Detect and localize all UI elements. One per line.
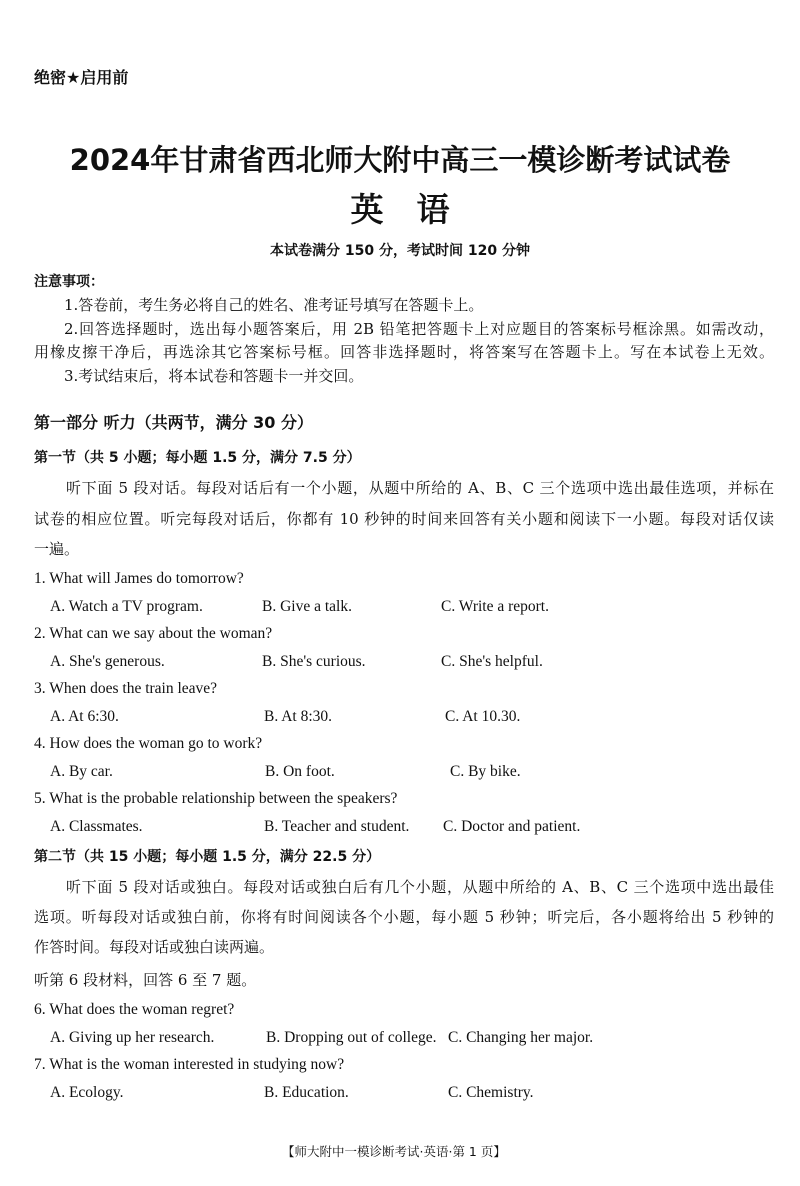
- exam-title: 2024年甘肃省西北师大附中高三一模诊断考试试卷: [69, 143, 731, 177]
- option-a: A. Classmates.: [50, 818, 143, 835]
- confidential-label: 绝密★启用前: [34, 68, 129, 87]
- option-c: C. Changing her major.: [448, 1029, 594, 1046]
- option-c: C. Chemistry.: [448, 1084, 534, 1101]
- option-a: A. Giving up her research.: [50, 1029, 215, 1046]
- option-b: B. At 8:30.: [264, 708, 333, 725]
- question: 4. How does the woman go to work?: [34, 735, 263, 752]
- question: 1. What will James do tomorrow?: [34, 570, 244, 587]
- question: 3. When does the train leave?: [34, 680, 218, 697]
- part1-heading: 第一部分 听力（共两节，满分 30 分）: [34, 413, 313, 432]
- notice-item: 用橡皮擦干净后，再选涂其它答案标号框。回答非选择题时，将答案写在答题卡上。写在本试卷上无效。: [34, 343, 774, 361]
- material-note: 听第 6 段材料，回答 6 至 7 题。: [34, 971, 257, 989]
- option-c: C. She's helpful.: [441, 653, 543, 670]
- option-c: C. Doctor and patient.: [443, 818, 581, 835]
- option-b: B. On foot.: [265, 763, 335, 780]
- option-b: B. Give a talk.: [262, 598, 352, 615]
- section2-instructions: 作答时间。每段对话或独白读两遍。: [34, 938, 275, 956]
- question: 2. What can we say about the woman?: [34, 625, 273, 642]
- section1-instructions: 听下面 5 段对话。每段对话后有一个小题，从题中所给的 A、B、C 三个选项中选出最佳选项，并标在: [66, 479, 774, 497]
- option-b: B. She's curious.: [262, 653, 366, 670]
- option-c: C. Write a report.: [441, 598, 549, 615]
- exam-subtitle: 本试卷满分 150 分，考试时间 120 分钟: [270, 243, 530, 259]
- option-a: A. She's generous.: [50, 653, 165, 670]
- option-a: A. At 6:30.: [50, 708, 119, 725]
- option-b: B. Education.: [264, 1084, 349, 1101]
- option-a: A. Ecology.: [50, 1084, 124, 1101]
- option-c: C. At 10.30.: [445, 708, 521, 725]
- option-a: A. Watch a TV program.: [50, 598, 203, 615]
- notice-heading: 注意事项：: [34, 274, 104, 290]
- notice-item: 3.考试结束后，将本试卷和答题卡一并交回。: [64, 367, 364, 385]
- section2-heading: 第二节（共 15 小题；每小题 1.5 分，满分 22.5 分）: [34, 849, 381, 865]
- notice-item: 1.答卷前，考生务必将自己的姓名、准考证号填写在答题卡上。: [64, 296, 484, 314]
- section1-heading: 第一节（共 5 小题；每小题 1.5 分，满分 7.5 分）: [34, 450, 361, 466]
- section2-instructions: 选项。听每段对话或独白前，你将有时间阅读各个小题，每小题 5 秒钟；听完后，各小题将给出 5 秒钟的: [34, 908, 774, 926]
- question: 5. What is the probable relationship between the speakers?: [34, 790, 398, 807]
- section1-instructions: 一遍。: [34, 540, 80, 558]
- option-b: B. Teacher and student.: [264, 818, 410, 835]
- question: 6. What does the woman regret?: [34, 1001, 235, 1018]
- question: 7. What is the woman interested in studying now?: [34, 1056, 345, 1073]
- page-footer: 【师大附中一模诊断考试·英语·第 1 页】: [282, 1144, 506, 1159]
- subject-title: 英 语: [350, 190, 450, 229]
- option-a: A. By car.: [50, 763, 113, 780]
- section2-instructions: 听下面 5 段对话或独白。每段对话或独白后有几个小题，从题中所给的 A、B、C 三个选项中选出最佳: [66, 878, 774, 896]
- option-c: C. By bike.: [450, 763, 521, 780]
- option-b: B. Dropping out of college.: [266, 1029, 437, 1046]
- section1-instructions: 试卷的相应位置。听完每段对话后，你都有 10 秒钟的时间来回答有关小题和阅读下一小题。每段对话仅读: [34, 510, 774, 528]
- notice-item: 2.回答选择题时，选出每小题答案后，用 2B 铅笔把答题卡上对应题目的答案标号框涂黑。如需改动，: [64, 320, 774, 338]
